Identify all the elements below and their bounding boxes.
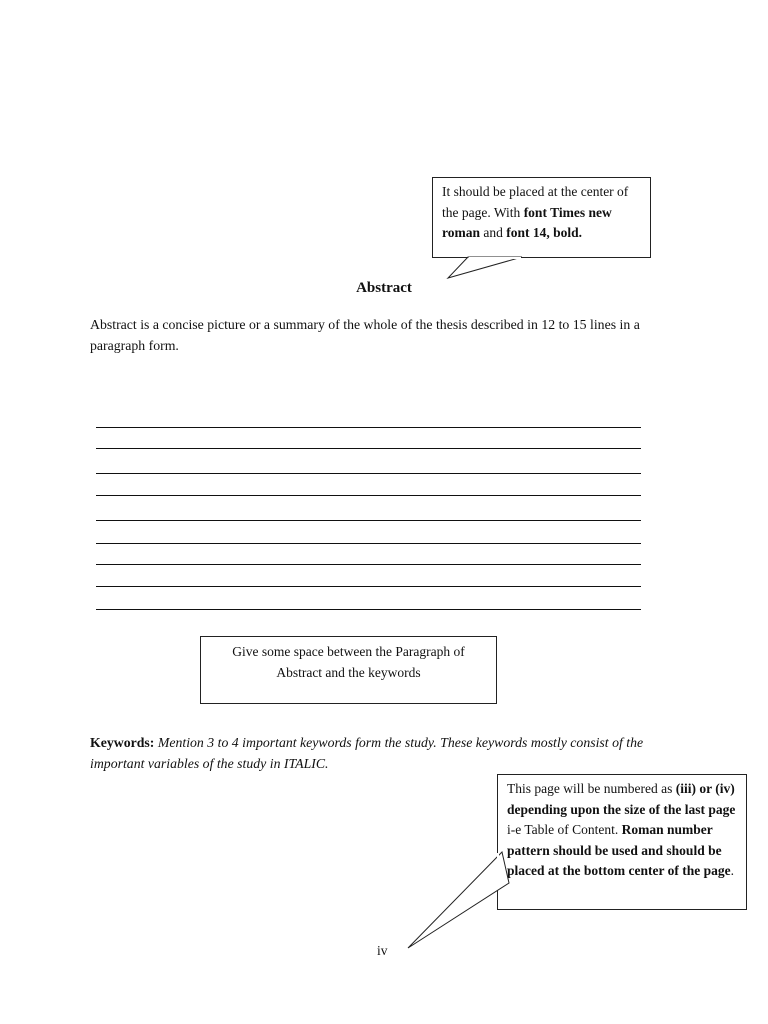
keywords-label: Keywords: [90, 735, 155, 750]
callout-text: It should be placed at the center of the page. With [442, 184, 629, 220]
callout-text: . [730, 863, 734, 878]
abstract-heading: Abstract [356, 280, 412, 296]
abstract-paragraph: Abstract is a concise picture or a summary of the whole of the thesis described in 12 to 15 lines in a paragraph form. [90, 317, 640, 353]
spacing-instruction-callout: Give some space between the Paragraph of Abstract and the keywords [200, 636, 497, 704]
callout-bold-text: font 14, bold. [506, 225, 583, 240]
callout-text: and [480, 225, 507, 240]
callout-bold-text: Roman number pattern should be used and should be placed at the bottom center of the page [507, 822, 731, 878]
page-number: iv [377, 943, 388, 958]
callout-text: i-e Table of Content. [507, 822, 622, 837]
keywords-text: Mention 3 to 4 important keywords form the study. These keywords mostly consist of the important variables of the study in ITALIC. [90, 735, 644, 771]
callout-bold-text: font Times new roman [442, 204, 612, 240]
callout-text: This page will be numbered as [507, 781, 676, 796]
callout-bold-text: (iii) or (iv) depending upon the size of the last page [507, 781, 736, 817]
